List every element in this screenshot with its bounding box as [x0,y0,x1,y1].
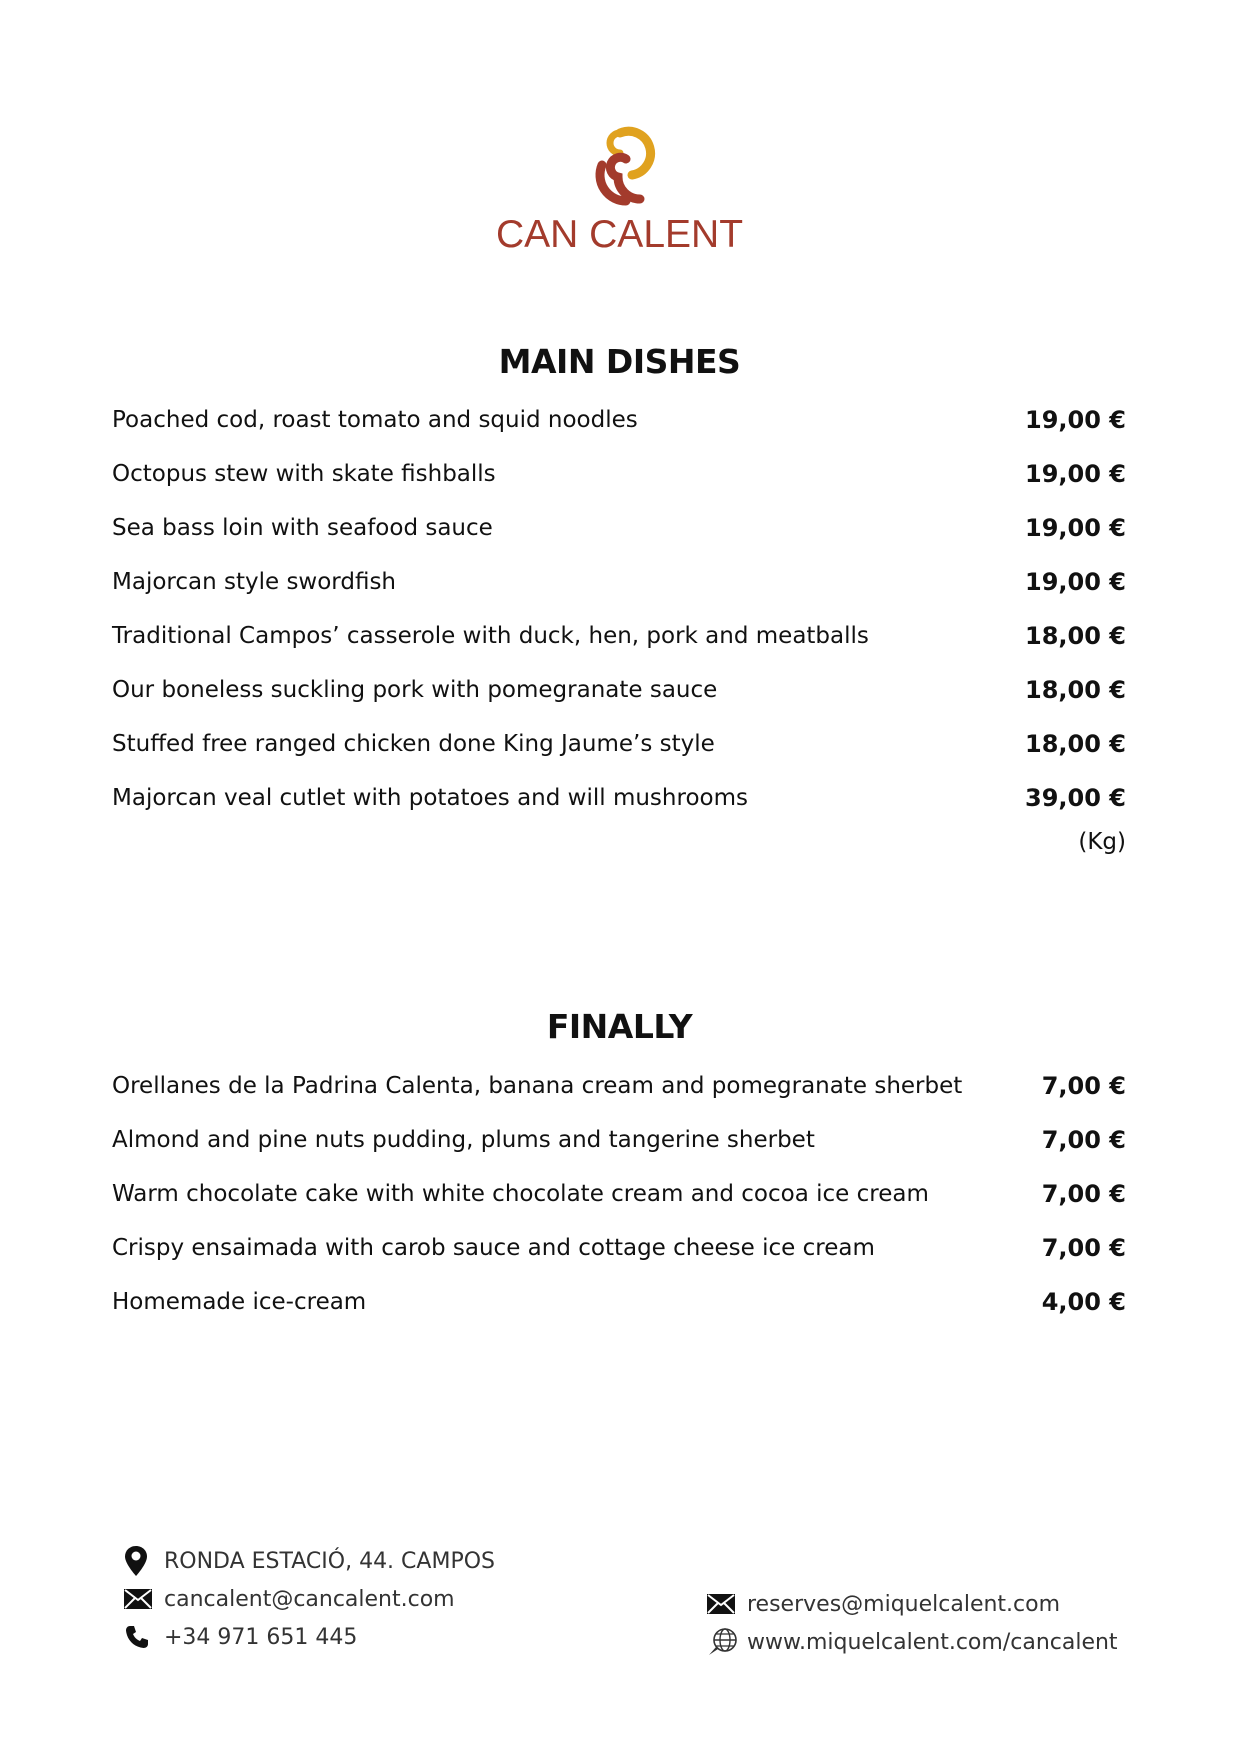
dish-price: 19,00 € [1025,460,1126,488]
dish-name: Warm chocolate cake with white chocolate cream and cocoa ice cream [112,1181,929,1207]
location-pin-icon [124,1545,164,1577]
phone-row [124,1618,495,1656]
dish-name: Traditional Campos’ casserole with duck, hen, pork and meatballs [112,623,869,649]
menu-item [112,621,1126,675]
dish-price: 18,00 € [1025,622,1126,650]
main-dishes-list [112,405,1126,855]
menu-item [112,729,1126,783]
dish-name: Homemade ice-cream [112,1289,367,1315]
dish-name: Octopus stew with skate fishballs [112,461,496,487]
address-row [124,1542,495,1580]
price-unit: (Kg) [1078,829,1126,855]
dish-price: 7,00 € [1041,1072,1126,1100]
footer-contact-right [707,1585,1118,1661]
dish-name: Majorcan veal cutlet with potatoes and will mushrooms [112,785,748,811]
main-dishes-title: MAIN DISHES [498,342,741,381]
restaurant-name: CAN CALENT [495,213,744,256]
dish-price: 39,00 € [1025,784,1126,812]
menu-item [112,567,1126,621]
dish-name: Sea bass loin with seafood sauce [112,515,493,541]
address-text: RONDA ESTACIÓ, 44. CAMPOS [164,1548,495,1574]
finally-list [112,1071,1126,1341]
dish-price: 4,00 € [1041,1288,1126,1316]
envelope-icon [707,1594,747,1614]
reservations-email-link[interactable]: reserves@miquelcalent.com [747,1591,1061,1617]
menu-item [112,783,1126,855]
dish-price: 19,00 € [1025,514,1126,542]
phone-link[interactable]: +34 971 651 445 [164,1624,358,1650]
email-row [124,1580,495,1618]
globe-icon [707,1627,747,1657]
footer-contact-left [124,1542,495,1656]
menu-item [112,513,1126,567]
phone-icon [124,1624,164,1650]
dish-price: 19,00 € [1025,568,1126,596]
logo-mark-icon [580,125,660,211]
restaurant-logo [0,125,1239,257]
menu-item [112,675,1126,729]
website-row [707,1623,1118,1661]
dish-price: 7,00 € [1041,1126,1126,1154]
dish-name: Poached cod, roast tomato and squid noodles [112,407,638,433]
menu-item [112,405,1126,459]
menu-item [112,1179,1126,1233]
menu-item [112,1125,1126,1179]
dish-price: 18,00 € [1025,676,1126,704]
menu-item [112,459,1126,513]
dish-name: Our boneless suckling pork with pomegranate sauce [112,677,718,703]
dish-price: 7,00 € [1041,1234,1126,1262]
dish-price: 19,00 € [1025,406,1126,434]
email-link[interactable]: cancalent@cancalent.com [164,1586,455,1612]
dish-name: Almond and pine nuts pudding, plums and tangerine sherbet [112,1127,815,1153]
dish-price: 7,00 € [1041,1180,1126,1208]
menu-item [112,1233,1126,1287]
dish-name: Orellanes de la Padrina Calenta, banana cream and pomegranate sherbet [112,1073,963,1099]
menu-item [112,1287,1126,1341]
reservations-row [707,1585,1118,1623]
website-link[interactable]: www.miquelcalent.com/cancalent [747,1629,1118,1655]
finally-title: FINALLY [546,1007,693,1046]
envelope-icon [124,1589,164,1609]
dish-name: Majorcan style swordfish [112,569,397,595]
dish-name: Crispy ensaimada with carob sauce and cottage cheese ice cream [112,1235,875,1261]
dish-price: 18,00 € [1025,730,1126,758]
menu-item [112,1071,1126,1125]
dish-name: Stuffed free ranged chicken done King Jaume’s style [112,731,715,757]
